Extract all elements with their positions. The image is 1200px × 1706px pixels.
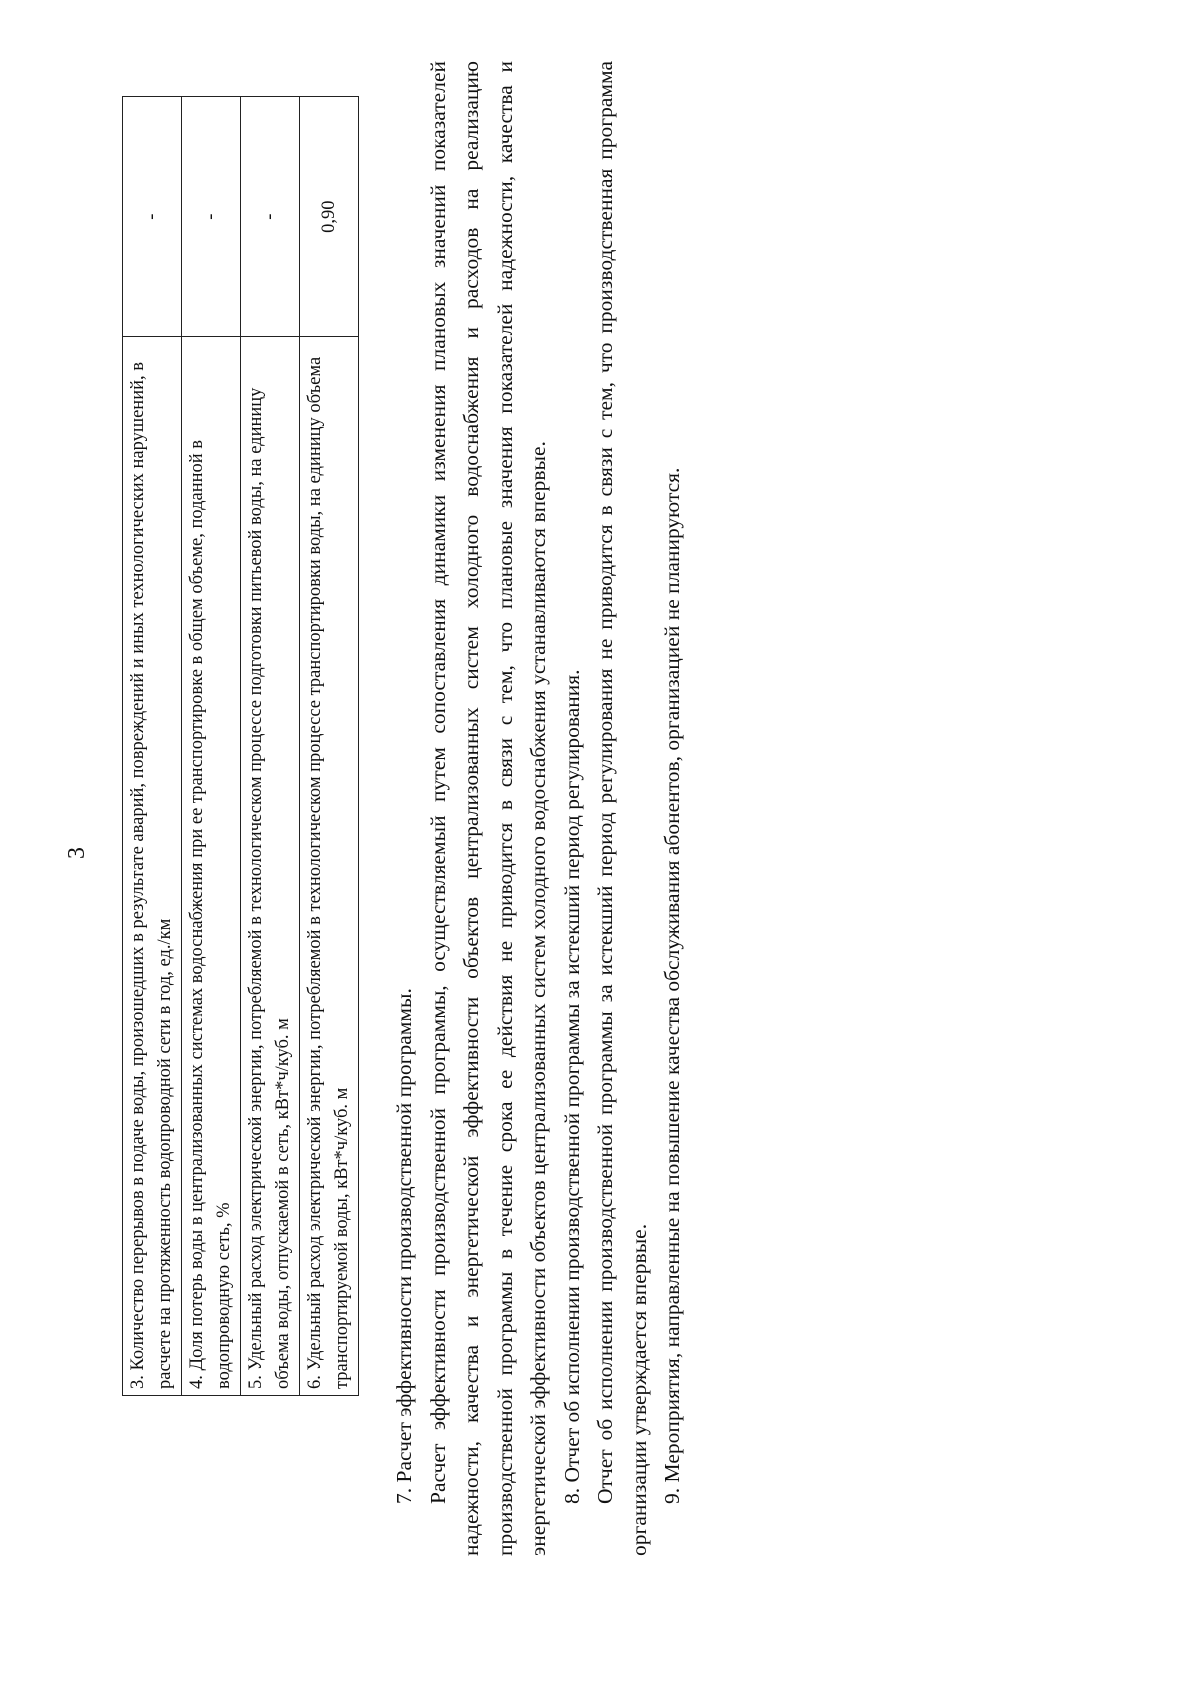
section-7-heading: 7. Расчет эффективности производственной программы. (392, 988, 416, 1504)
section-9-paragraph: 9. Мероприятия, направленные на повышение качества обслуживания абонентов, организацией не планируются. (660, 467, 684, 1504)
table-row (300, 97, 359, 1396)
page-number: 3 (64, 847, 90, 859)
indicator-label: 4. Доля потерь воды в централизованных системах водоснабжения при ее транспортировке в общем объеме, поданной в водопроводную сеть, % (182, 337, 241, 1396)
indicator-label: 3. Количество перерывов в подаче воды, произошедших в результате аварий, повреждений и иных технологических нарушений, в расчете на протяженность водопроводной сети в год, ед./км (123, 337, 182, 1396)
table-row (241, 97, 300, 1396)
document-body (388, 61, 690, 1556)
indicators-table-wrapper (122, 96, 359, 1396)
indicator-value: - (182, 97, 241, 337)
indicators-table (122, 96, 359, 1396)
table-row (182, 97, 241, 1396)
section-8-paragraph: Отчет об исполнении производственной программы за истекший период регулирования не приводится в связи с тем, что производственная программа организации утверждается впервые. (593, 61, 651, 1556)
indicator-label: 5. Удельный расход электрической энергии, потребляемой в технологическом процессе подготовки питьевой воды, на единицу объема воды, отпускаемой в сеть, кВт*ч/куб. м (241, 337, 300, 1396)
table-row (123, 97, 182, 1396)
indicator-value: - (241, 97, 300, 337)
indicator-value: 0,90 (300, 97, 359, 337)
indicator-value: - (123, 97, 182, 337)
section-8-heading: 8. Отчет об исполнении производственной программы за истекший период регулирования. (559, 669, 584, 1504)
indicator-label: 6. Удельный расход электрической энергии, потребляемой в технологическом процессе транспортировки воды, на единицу объема транспортируемой воды, кВт*ч/куб. м (300, 337, 359, 1396)
section-7-paragraph: Расчет эффективности производственной программы, осуществляемый путем сопоставления динамики изменения плановых значений показателей надежности, качества и энергетической эффективности объектов централизованных систем холодного водоснабжения и расходов на реализацию производственной программы в течение срока ее действия не приводится в связи с тем, что плановые значения показателей надежности, качества и энергетической эффективности объектов централизованных систем холодного водоснабжения устанавливаются впервые. (425, 61, 550, 1556)
